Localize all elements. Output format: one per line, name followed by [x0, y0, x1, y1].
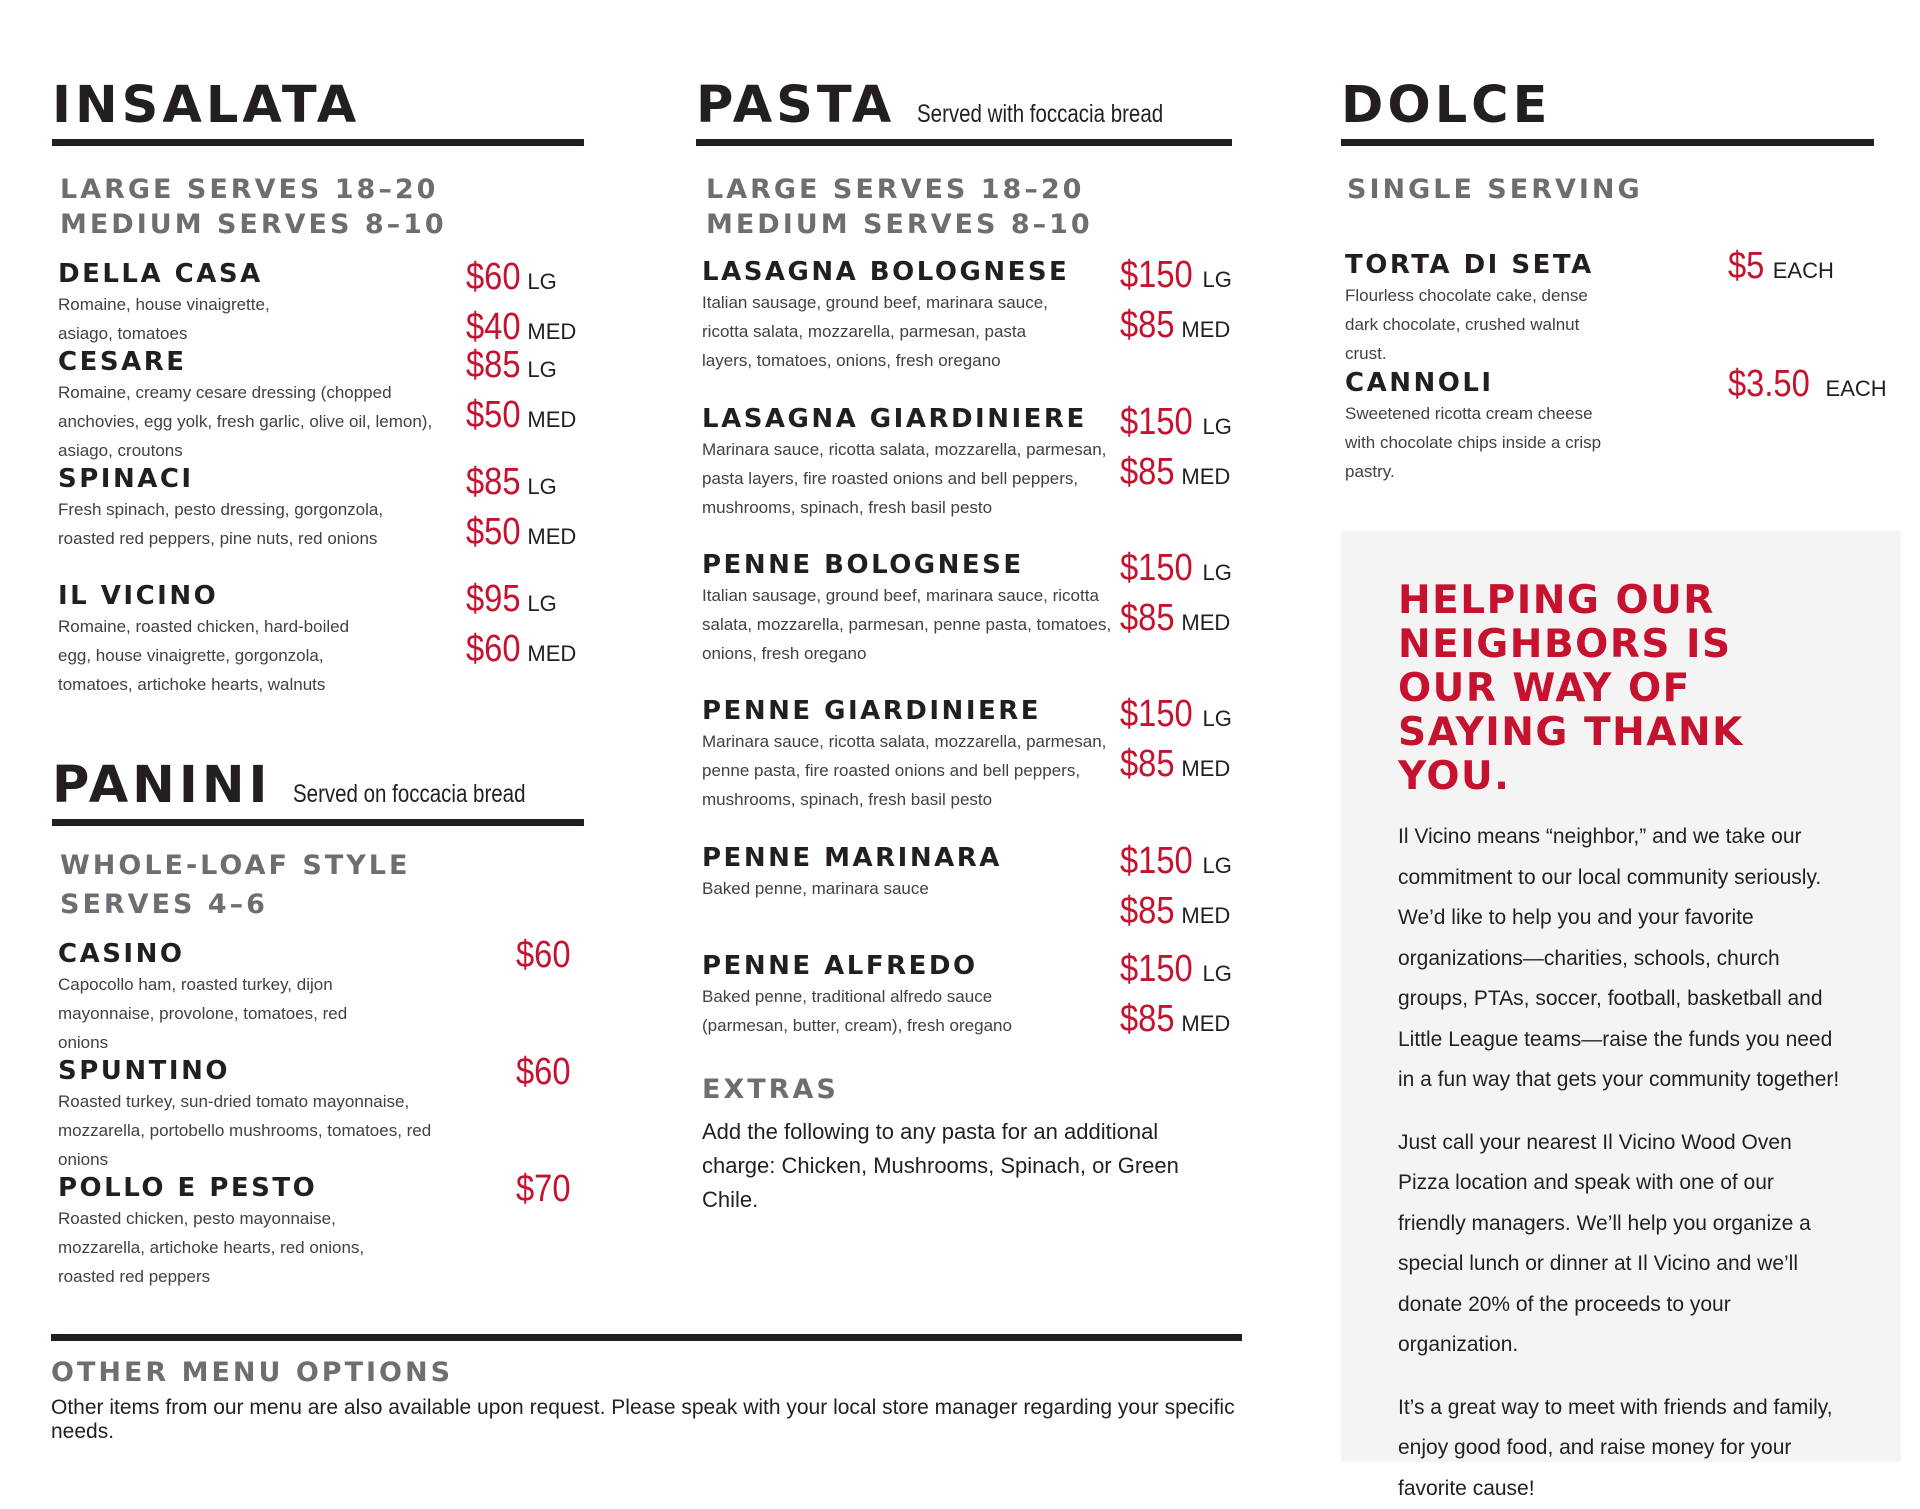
price-value: $85 — [466, 461, 521, 504]
price-value: $150 — [1120, 948, 1193, 991]
item-desc: Roasted turkey, sun-dried tomato mayonnaise, mozzarella, portobello mushrooms, tomatoes, red onions — [58, 1087, 452, 1174]
item-name: POLLO E PESTO — [58, 1172, 516, 1204]
price-value: $70 — [516, 1168, 571, 1211]
item-prices — [1728, 245, 1874, 295]
insalata-items — [52, 258, 584, 698]
price-size: MED — [527, 407, 576, 432]
pasta-subtitle: Served with foccacia bread — [917, 100, 1163, 129]
pasta-title: PASTA — [696, 80, 895, 131]
price-line — [466, 461, 584, 511]
price-value: $60 — [516, 934, 571, 977]
serves-line: SINGLE SERVING — [1347, 172, 1874, 207]
price-value: $150 — [1120, 254, 1193, 297]
price-size: MED — [1181, 756, 1230, 781]
dolce-serves — [1347, 172, 1874, 207]
item-desc: Roasted chicken, pesto mayonnaise, mozzarella, artichoke hearts, red onions, roasted red peppers — [58, 1204, 397, 1291]
price-line — [1120, 254, 1232, 304]
price-line — [1120, 597, 1232, 647]
price-value: $85 — [466, 344, 521, 387]
item-prices — [1120, 948, 1232, 1048]
price-size: LG — [1203, 853, 1232, 878]
price-line — [1728, 363, 1874, 413]
item-desc: Marinara sauce, ricotta salata, mozzarella, parmesan, pasta layers, fire roasted onions and bell peppers, mushrooms, spinach, fresh basil pesto — [702, 435, 1120, 522]
menu-item — [58, 1055, 584, 1172]
price-size: LG — [527, 269, 556, 294]
price-size: LG — [527, 474, 556, 499]
panini-header — [52, 760, 584, 826]
price-size: LG — [1203, 560, 1232, 585]
menu-item — [58, 1172, 584, 1272]
pasta-header — [696, 80, 1232, 146]
serves-line: WHOLE-LOAF STYLE — [60, 846, 584, 885]
price-size: MED — [527, 319, 576, 344]
price-line — [1120, 547, 1232, 597]
insalata-header — [52, 80, 584, 146]
pasta-serves — [706, 172, 1232, 242]
item-name: SPUNTINO — [58, 1055, 516, 1087]
item-desc: Marinara sauce, ricotta salata, mozzarella, parmesan, penne pasta, fire roasted onions and bell peppers, mushrooms, spinach, fresh basil pesto — [702, 727, 1120, 814]
serves-line: SERVES 4–6 — [60, 885, 584, 924]
item-name: DELLA CASA — [58, 258, 466, 290]
other-options-title: OTHER MENU OPTIONS — [51, 1357, 1242, 1388]
item-name: PENNE ALFREDO — [702, 950, 1120, 982]
price-value: $50 — [466, 394, 521, 437]
price-line — [1120, 998, 1232, 1048]
panini-items — [52, 938, 584, 1272]
price-value: $150 — [1120, 401, 1193, 444]
item-name: IL VICINO — [58, 580, 466, 612]
serves-line: MEDIUM SERVES 8–10 — [60, 207, 584, 242]
item-name: TORTA DI SETA — [1345, 249, 1728, 281]
item-name: CANNOLI — [1345, 367, 1728, 399]
item-prices — [466, 578, 584, 678]
price-value: $85 — [1120, 304, 1175, 347]
panini-section — [52, 760, 584, 1272]
item-name: LASAGNA BOLOGNESE — [702, 256, 1120, 288]
dolce-items — [1341, 249, 1874, 467]
price-size: MED — [1181, 1011, 1230, 1036]
item-prices — [516, 934, 584, 984]
price-line — [1120, 451, 1232, 501]
community-panel — [1341, 531, 1901, 1462]
dolce-header — [1341, 80, 1874, 146]
dolce-section — [1341, 80, 1874, 467]
insalata-serves — [60, 172, 584, 242]
price-value: $3.50 — [1728, 363, 1810, 406]
price-line — [516, 934, 584, 984]
community-paragraph: Just call your nearest Il Vicino Wood Oven Pizza location and speak with one of our friendly managers. We’ll help you organize a special lunch or dinner at Il Vicino and we’ll donate 20% of the proceeds to your organization. — [1398, 1123, 1845, 1366]
item-prices — [1120, 254, 1232, 354]
price-value: $150 — [1120, 693, 1193, 736]
menu-item — [1345, 249, 1874, 367]
item-desc: Italian sausage, ground beef, marinara sauce, ricotta salata, mozzarella, parmesan, penne pasta, tomatoes, onions, fresh oregano — [702, 581, 1112, 668]
menu-item — [702, 950, 1232, 1074]
community-paragraph: It’s a great way to meet with friends and family, enjoy good food, and raise money for your favorite cause! — [1398, 1388, 1845, 1509]
menu-item — [1345, 367, 1874, 467]
item-desc: Romaine, roasted chicken, hard-boiled egg, house vinaigrette, gorgonzola, tomatoes, artichoke hearts, walnuts — [58, 612, 384, 699]
price-size: MED — [527, 641, 576, 666]
menu-item — [702, 842, 1232, 950]
item-name: PENNE GIARDINIERE — [702, 695, 1120, 727]
price-size: MED — [1181, 610, 1230, 635]
item-prices — [1120, 840, 1232, 940]
price-line — [466, 578, 584, 628]
price-line — [466, 256, 584, 306]
price-line — [1120, 401, 1232, 451]
menu-item — [58, 938, 584, 1055]
serves-line: MEDIUM SERVES 8–10 — [706, 207, 1232, 242]
menu-item — [702, 549, 1232, 695]
item-name: PENNE MARINARA — [702, 842, 1120, 874]
price-line — [466, 394, 584, 444]
item-desc: Romaine, house vinaigrette, asiago, tomatoes — [58, 290, 303, 348]
item-name: PENNE BOLOGNESE — [702, 549, 1120, 581]
community-title: HELPING OUR NEIGHBORS IS OUR WAY OF SAYING THANK YOU. — [1398, 579, 1845, 799]
price-value: $150 — [1120, 547, 1193, 590]
item-name: CASINO — [58, 938, 516, 970]
pasta-section — [696, 80, 1232, 1217]
other-options-section — [51, 1334, 1242, 1444]
price-value: $95 — [466, 578, 521, 621]
price-size: MED — [1181, 317, 1230, 342]
item-prices — [516, 1051, 584, 1101]
insalata-title: INSALATA — [52, 80, 360, 131]
serves-line: LARGE SERVES 18–20 — [706, 172, 1232, 207]
price-line — [1120, 693, 1232, 743]
price-value: $40 — [466, 306, 521, 349]
menu-item — [58, 258, 584, 346]
item-desc: Baked penne, marinara sauce — [702, 874, 1061, 903]
price-size: LG — [1203, 267, 1232, 292]
menu-item — [702, 695, 1232, 842]
item-prices — [516, 1168, 584, 1218]
price-value: $60 — [466, 628, 521, 671]
price-line — [466, 511, 584, 561]
extras-title: EXTRAS — [702, 1074, 1232, 1105]
dolce-title: DOLCE — [1341, 80, 1551, 131]
panini-title: PANINI — [52, 760, 271, 811]
price-size: EACH — [1773, 258, 1834, 283]
pasta-items — [696, 256, 1232, 1074]
item-desc: Romaine, creamy cesare dressing (chopped anchovies, egg yolk, fresh garlic, olive oil, lemon), asiago, croutons — [58, 378, 466, 465]
price-value: $85 — [1120, 743, 1175, 786]
item-desc: Fresh spinach, pesto dressing, gorgonzola, roasted red peppers, pine nuts, red onions — [58, 495, 384, 553]
serves-line: LARGE SERVES 18–20 — [60, 172, 584, 207]
price-line — [1120, 840, 1232, 890]
item-prices — [466, 256, 584, 356]
extras-text: Add the following to any pasta for an additional charge: Chicken, Mushrooms, Spinach, or Green Chile. — [702, 1115, 1232, 1217]
price-size: EACH — [1826, 376, 1887, 401]
item-name: LASAGNA GIARDINIERE — [702, 403, 1120, 435]
item-prices — [1728, 363, 1874, 413]
price-size: MED — [1181, 464, 1230, 489]
menu-item — [58, 346, 584, 463]
price-value: $85 — [1120, 597, 1175, 640]
item-prices — [1120, 693, 1232, 793]
item-prices — [1120, 401, 1232, 501]
community-paragraph: Il Vicino means “neighbor,” and we take our commitment to our local community seriously. We’d like to help you and your favorite organizations—charities, schools, church groups, PTAs, soccer, football, basketball and Little League teams—raise the funds you need in a fun way that gets your community together! — [1398, 817, 1845, 1101]
item-desc: Capocollo ham, roasted turkey, dijon mayonnaise, provolone, tomatoes, red onions — [58, 970, 388, 1057]
panini-subtitle: Served on foccacia bread — [293, 780, 525, 809]
price-line — [516, 1051, 584, 1101]
item-name: SPINACI — [58, 463, 466, 495]
item-prices — [466, 461, 584, 561]
menu-item — [702, 403, 1232, 549]
price-value: $50 — [466, 511, 521, 554]
price-line — [1728, 245, 1874, 295]
item-desc: Baked penne, traditional alfredo sauce (parmesan, butter, cream), fresh oregano — [702, 982, 1028, 1040]
price-size: LG — [1203, 414, 1232, 439]
price-value: $85 — [1120, 998, 1175, 1041]
price-size: LG — [1203, 706, 1232, 731]
price-size: LG — [527, 591, 556, 616]
item-prices — [1120, 547, 1232, 647]
price-line — [1120, 890, 1232, 940]
panini-serves — [60, 846, 584, 924]
price-line — [1120, 948, 1232, 998]
price-line — [466, 344, 584, 394]
price-value: $60 — [466, 256, 521, 299]
price-line — [516, 1168, 584, 1218]
price-value: $60 — [516, 1051, 571, 1094]
item-desc: Sweetened ricotta cream cheese with chocolate chips inside a crisp pastry. — [1345, 399, 1613, 486]
price-value: $150 — [1120, 840, 1193, 883]
item-desc: Italian sausage, ground beef, marinara sauce, ricotta salata, mozzarella, parmesan, pasta layers, tomatoes, onions, fresh oregano — [702, 288, 1061, 375]
menu-item — [58, 580, 584, 698]
menu-item — [58, 463, 584, 580]
insalata-section — [52, 80, 584, 698]
price-line — [1120, 304, 1232, 354]
price-value: $85 — [1120, 890, 1175, 933]
price-line — [1120, 743, 1232, 793]
item-prices — [466, 344, 584, 444]
other-options-text: Other items from our menu are also available upon request. Please speak with your local store manager regarding your specific needs. — [51, 1396, 1242, 1444]
price-size: MED — [1181, 903, 1230, 928]
price-value: $85 — [1120, 451, 1175, 494]
item-name: CESARE — [58, 346, 466, 378]
item-desc: Flourless chocolate cake, dense dark chocolate, crushed walnut crust. — [1345, 281, 1613, 368]
price-line — [466, 628, 584, 678]
price-size: MED — [527, 524, 576, 549]
price-value: $5 — [1728, 245, 1764, 288]
price-size: LG — [1203, 961, 1232, 986]
menu-item — [702, 256, 1232, 403]
extras — [696, 1074, 1232, 1217]
price-size: LG — [527, 357, 556, 382]
